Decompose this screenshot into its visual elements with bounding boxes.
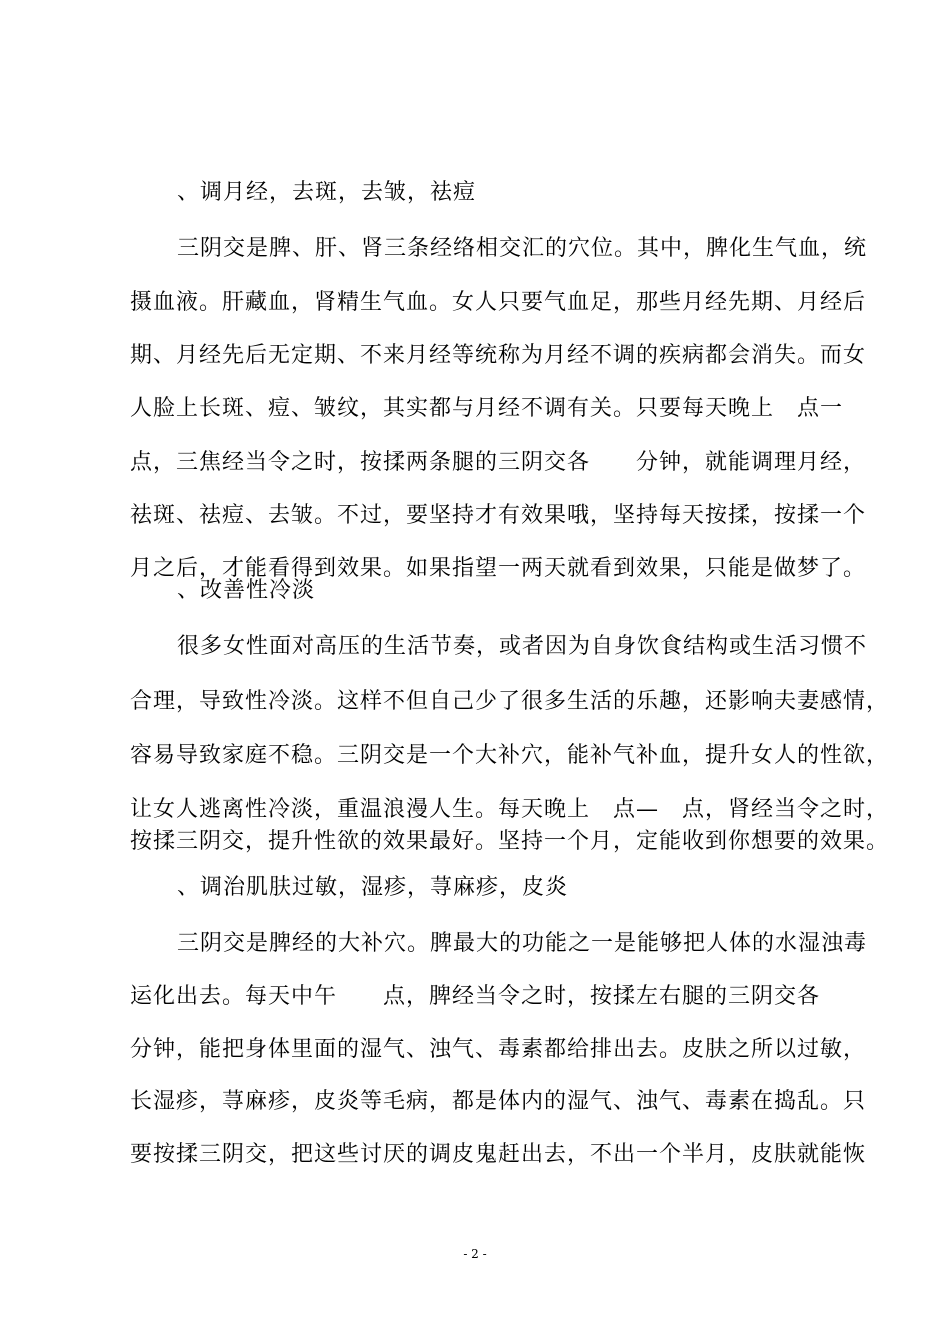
- paragraph-line: 摄血液。肝藏血，肾精生气血。女人只要气血足，那些月经先期、月经后: [130, 290, 867, 315]
- paragraph-line: 分钟，能把身体里面的湿气、浊气、毒素都给排出去。皮肤之所以过敏，: [130, 1037, 867, 1062]
- paragraph-line: 很多女性面对高压的生活节奏，或者因为自身饮食结构或生活习惯不: [177, 634, 868, 659]
- paragraph-line: 祛斑、祛痘、去皱。不过，要坚持才有效果哦，坚持每天按揉，按揉一个: [130, 503, 867, 528]
- paragraph-line: 三阴交是脾经的大补穴。脾最大的功能之一是能够把人体的水湿浊毒: [177, 931, 868, 956]
- paragraph-line: 点，三焦经当令之时，按揉两条腿的三阴交各 分钟，就能调理月经，: [130, 450, 867, 475]
- section-heading-2: 、改善性冷淡: [177, 578, 316, 603]
- page-number: - 2 -: [463, 1247, 487, 1261]
- paragraph-line: 运化出去。每天中午 点，脾经当令之时，按揉左右腿的三阴交各: [130, 984, 821, 1009]
- section-heading-3: 、调治肌肤过敏，湿疹，荨麻疹，皮炎: [177, 875, 569, 900]
- section-heading-1: 、调月经，去斑，去皱，祛痘: [177, 180, 477, 205]
- paragraph-line: 容易导致家庭不稳。三阴交是一个大补穴，能补气补血，提升女人的性欲，: [130, 743, 890, 768]
- paragraph-line: 人脸上长斑、痘、皱纹，其实都与月经不调有关。只要每天晚上 点一: [130, 396, 844, 421]
- paragraph-line: 三阴交是脾、肝、肾三条经络相交汇的穴位。其中，脾化生气血，统: [177, 236, 868, 261]
- paragraph-line: 按揉三阴交，提升性欲的效果最好。坚持一个月，定能收到你想要的效果。: [130, 829, 890, 854]
- paragraph-line: 月之后，才能看得到效果。如果指望一两天就看到效果，只能是做梦了。: [130, 556, 867, 581]
- paragraph-line: 期、月经先后无定期、不来月经等统称为月经不调的疾病都会消失。而女: [130, 343, 867, 368]
- paragraph-line: 长湿疹，荨麻疹，皮炎等毛病，都是体内的湿气、浊气、毒素在捣乱。只: [130, 1089, 867, 1114]
- paragraph-line: 要按揉三阴交，把这些讨厌的调皮鬼赶出去，不出一个半月，皮肤就能恢: [130, 1142, 867, 1167]
- paragraph-line: 合理，导致性冷淡。这样不但自己少了很多生活的乐趣，还影响夫妻感情，: [130, 689, 890, 714]
- paragraph-line: 让女人逃离性冷淡，重温浪漫人生。每天晚上 点— 点，肾经当令之时，: [130, 797, 890, 822]
